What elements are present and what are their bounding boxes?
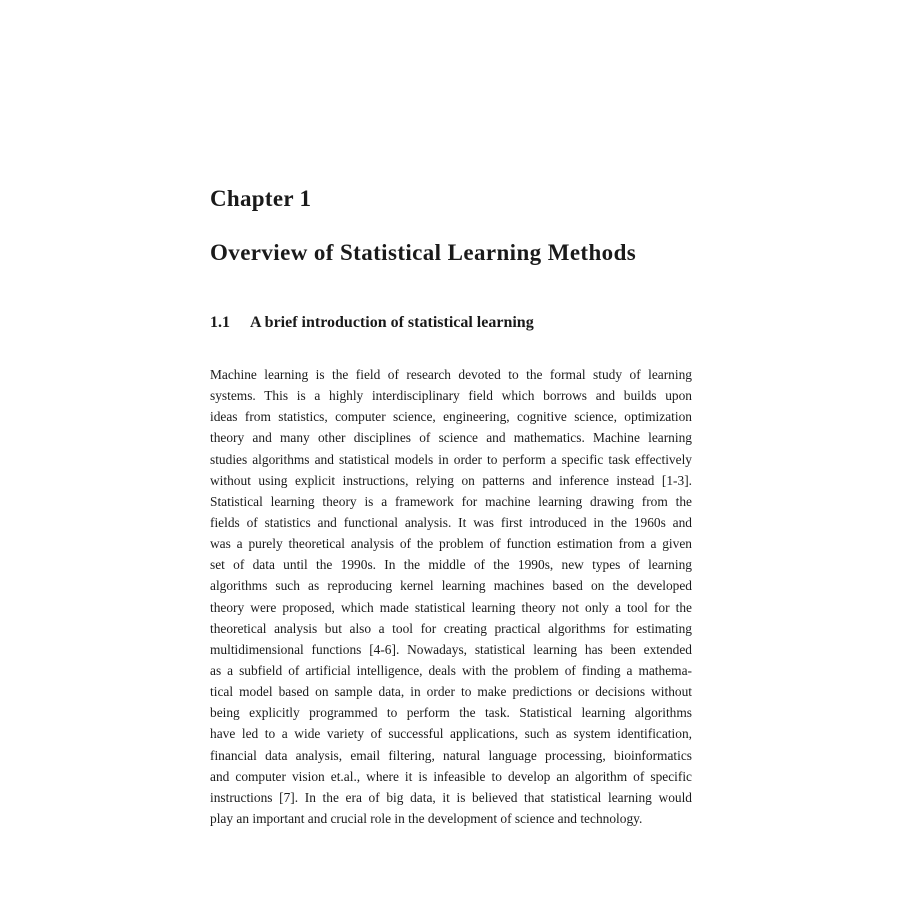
paragraph-line: financial data analysis, email filtering, natural language processing, bioinformatics xyxy=(210,747,692,763)
paragraph-line: as a subfield of artificial intelligence, deals with the problem of finding a mathema- xyxy=(210,662,692,678)
paragraph-line: theoretical analysis but also a tool for creating practical algorithms for estimating xyxy=(210,620,692,636)
paragraph-line: was a purely theoretical analysis of the problem of function estimation from a given xyxy=(210,536,692,552)
paragraph-line: theory and many other disciplines of science and mathematics. Machine learning xyxy=(210,430,692,446)
paragraph-line: ideas from statistics, computer science, engineering, cognitive science, optimization xyxy=(210,409,692,425)
body-paragraph xyxy=(210,364,692,829)
section-heading xyxy=(210,314,534,332)
paragraph-line: have led to a wide variety of successful applications, such as system identification, xyxy=(210,726,692,742)
paragraph-line: fields of statistics and functional analysis. It was first introduced in the 1960s and xyxy=(210,514,692,530)
paragraph-line: Statistical learning theory is a framework for machine learning drawing from the xyxy=(210,493,692,509)
paragraph-line: algorithms such as reproducing kernel learning machines based on the developed xyxy=(210,578,692,594)
paragraph-line: multidimensional functions [4-6]. Nowadays, statistical learning has been extended xyxy=(210,641,692,657)
paragraph-line: and computer vision et.al., where it is infeasible to develop an algorithm of specific xyxy=(210,768,692,784)
paragraph-line: without using explicit instructions, relying on patterns and inference instead [1-3]. xyxy=(210,472,692,488)
paragraph-line: play an important and crucial role in the development of science and technology. xyxy=(210,810,643,826)
paragraph-line: systems. This is a highly interdisciplinary field which borrows and builds upon xyxy=(210,388,692,404)
paragraph-line: studies algorithms and statistical models in order to perform a specific task effectively xyxy=(210,451,692,467)
section-title: A brief introduction of statistical learning xyxy=(250,314,534,331)
chapter-title: Overview of Statistical Learning Methods xyxy=(210,240,637,265)
paragraph-line: being explicitly programmed to perform the task. Statistical learning algorithms xyxy=(210,705,692,721)
paragraph-line: instructions [7]. In the era of big data, it is believed that statistical learning would xyxy=(210,789,692,805)
chapter-label: Chapter 1 xyxy=(210,186,312,211)
paragraph-line: tical model based on sample data, in order to make predictions or decisions without xyxy=(210,684,692,700)
paragraph-line: Machine learning is the field of research devoted to the formal study of learning xyxy=(210,367,692,382)
paragraph-line: set of data until the 1990s. In the middle of the 1990s, new types of learning xyxy=(210,557,692,573)
paragraph-line: theory were proposed, which made statistical learning theory not only a tool for the xyxy=(210,599,692,615)
section-number: 1.1 xyxy=(210,314,230,331)
